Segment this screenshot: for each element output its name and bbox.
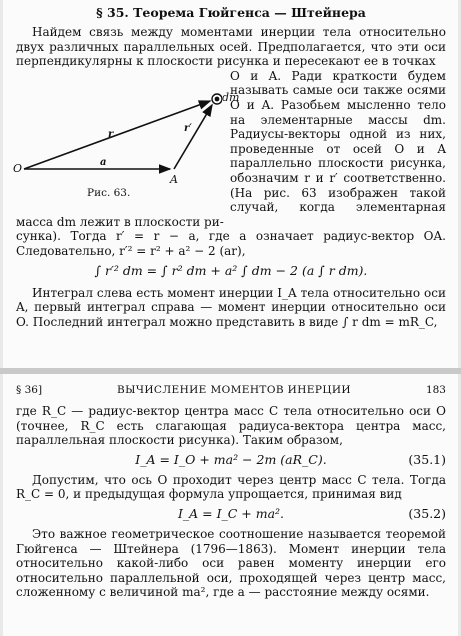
page-top xyxy=(3,0,458,368)
equation-35-2-body: I_A = I_C + ma². xyxy=(177,505,285,521)
figure-63 xyxy=(12,69,240,204)
vector-r xyxy=(24,101,210,169)
equation-35-2-number: (35.2) xyxy=(408,505,446,521)
equation-35-1-body: I_A = I_O + ma² − 2m (aR_C). xyxy=(135,451,327,467)
label-r: r xyxy=(108,128,114,140)
running-section: § 36] xyxy=(16,384,43,396)
running-title: ВЫЧИСЛЕНИЕ МОМЕНТОВ ИНЕРЦИИ xyxy=(116,384,351,396)
section-heading: § 35. Теорема Гюйгенса — Штейнера xyxy=(96,5,366,20)
equation-35-2 xyxy=(16,506,446,521)
page-bottom xyxy=(3,374,458,636)
intro-paragraph: Найдем связь между моментами инерции тела относительно двух различных параллельных осей. Предполагается, что эти оси перпендикулярны к плоскости рисунка и пересекают ее в точках xyxy=(16,25,446,69)
label-O: O xyxy=(13,161,23,175)
mass-element-core xyxy=(215,96,220,101)
label-r-prime: r′ xyxy=(184,122,192,134)
running-header xyxy=(16,384,446,396)
p2-paragraph-2: Допустим, что ось O проходит через центр масс C тела. Тогда R_C = 0, и предыдущая формула упрощается, принимая вид xyxy=(16,472,446,502)
vector-r-prime xyxy=(174,105,212,169)
equation-35-1 xyxy=(16,452,446,467)
vector-diagram xyxy=(12,69,222,204)
float-paragraph: O и A. Ради краткости будем называть самые оси также осями O и A. Разобьем мысленно тело на элементарные массы dm. Радиусы-векторы одной из них, проведенные от осей O и A параллельно плоскости рисунка, обозначим r и r′ соответственно. (На рис. 63 изображен такой случай, когда элементарная масса dm лежит в плоскости ри- xyxy=(16,68,446,229)
label-dm: dm xyxy=(222,90,240,104)
equation-35-1-number: (35.1) xyxy=(408,451,446,467)
figure-caption: Рис. 63. xyxy=(87,186,131,199)
after-figure-paragraph: сунка). Тогда r′ = r − a, где a означает радиус-вектор OA. Следовательно, r′² = r² + a² − 2 (ar), xyxy=(16,229,446,258)
paragraph-2: Интеграл слева есть момент инерции I_A тела относительно оси A, первый интеграл справа — момент инерции относительно оси O. Последний интеграл можно представить в виде ∫ r dm = mR_C, xyxy=(16,285,446,329)
intro-block xyxy=(13,25,446,229)
integral-formula: ∫ r′² dm = ∫ r² dm + a² ∫ dm − 2 (a ∫ r dm). xyxy=(94,262,368,278)
label-A: A xyxy=(170,172,178,186)
p2-paragraph-1: где R_C — радиус-вектор центра масс C тела относительно оси O (точнее, R_C есть слагающая радиуса-вектора центра масс, параллельная плоскости рисунка). Таким образом, xyxy=(16,404,446,448)
p2-paragraph-3: Это важное геометрическое соотношение называется теоремой Гюйгенса — Штейнера (1796—1863). Момент инерции тела относительно какой-либо оси равен моменту инерции его относительно параллельной оси, проходящей через центр масс, сложенному с величиной ma², где a — расстояние между осями. xyxy=(16,526,446,600)
label-a: a xyxy=(100,156,107,168)
page-number: 183 xyxy=(425,384,446,396)
